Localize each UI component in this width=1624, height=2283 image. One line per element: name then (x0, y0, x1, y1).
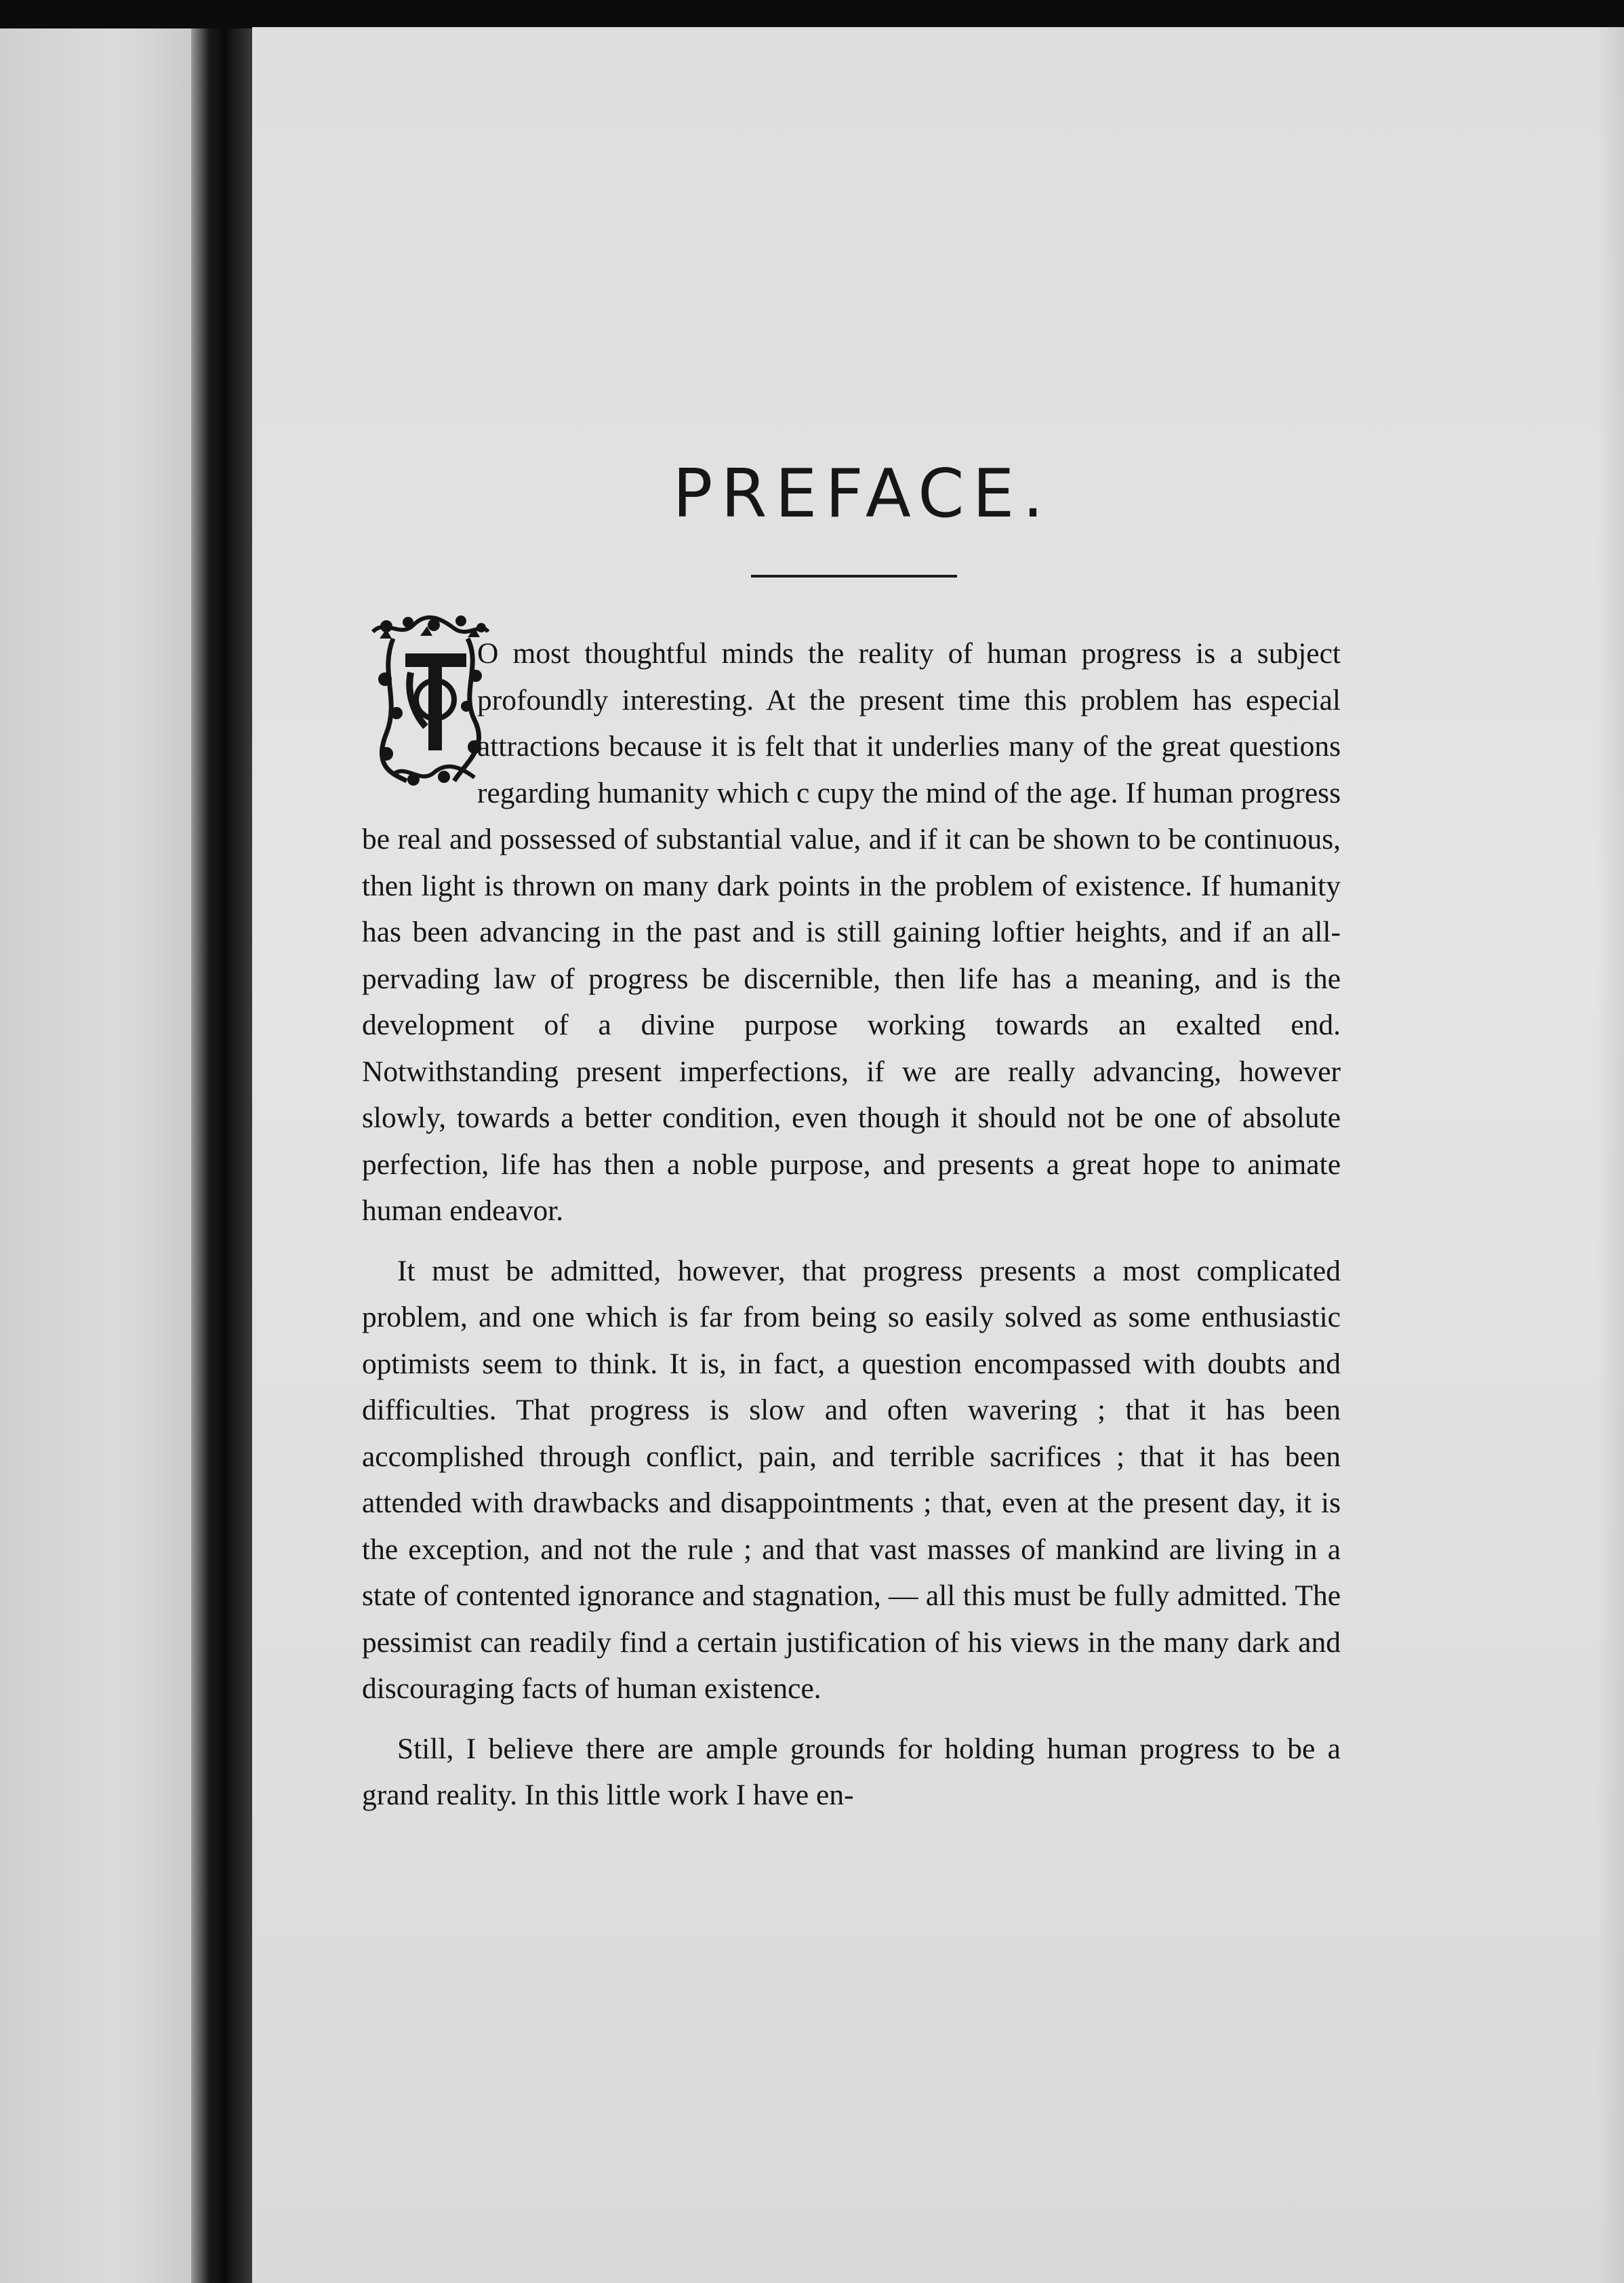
body-text (362, 630, 1341, 1832)
paragraph-2: It must be admitted, however, that progress presents a most complicated problem, and one which is far from being so easily solved as some enthusiastic optimists seem to think. It is, in fact, a question encompassed with doubts and difficulties. That progress is slow and often wavering ; that it has been accomplished through conflict, pain, and terrible sacrifices ; that it has been attended with drawbacks and disappointments ; that, even at the present day, it is the exception, and not the rule ; and that vast masses of mankind are living in a state of contented ignorance and stagnation, — all this must be fully admitted. The pessimist can readily find a certain justification of his views in the many dark and discouraging facts of human existence. (362, 1254, 1341, 1705)
paragraph-1-text: O most thoughtful minds the reality of human progress is a subject profoundly interesting. At the present time this problem has especial attractions because it is felt that it underlies many of the great questions regarding humanity which c cupy the mind of the age. If human progress be real and possessed of substantial value, and if it can be shown to be continuous, then light is thrown on many dark points in the problem of existence. If humanity has been advancing in the past and is still gaining loftier heights, and if an all-pervading law of progress be discernible, then life has a meaning, and is the development of a divine purpose working towards an exalted end. Notwithstanding present imperfections, if we are really advancing, however slowly, towards a better condition, even though it should not be one of absolute perfection, life has then a noble purpose, and presents a great hope to animate human endeavor. (362, 637, 1341, 1227)
drop-cap-space (362, 630, 477, 815)
paragraph-1 (362, 630, 1341, 1234)
page-title: PREFACE. (672, 456, 1052, 533)
book-gutter (191, 28, 252, 2283)
paragraph-3: Still, I believe there are ample grounds for holding human progress to be a grand reality. In this little work I have en- (362, 1732, 1341, 1811)
title-divider (751, 575, 957, 578)
right-page-shadow (1597, 27, 1624, 2283)
left-page-edge (0, 28, 191, 2283)
